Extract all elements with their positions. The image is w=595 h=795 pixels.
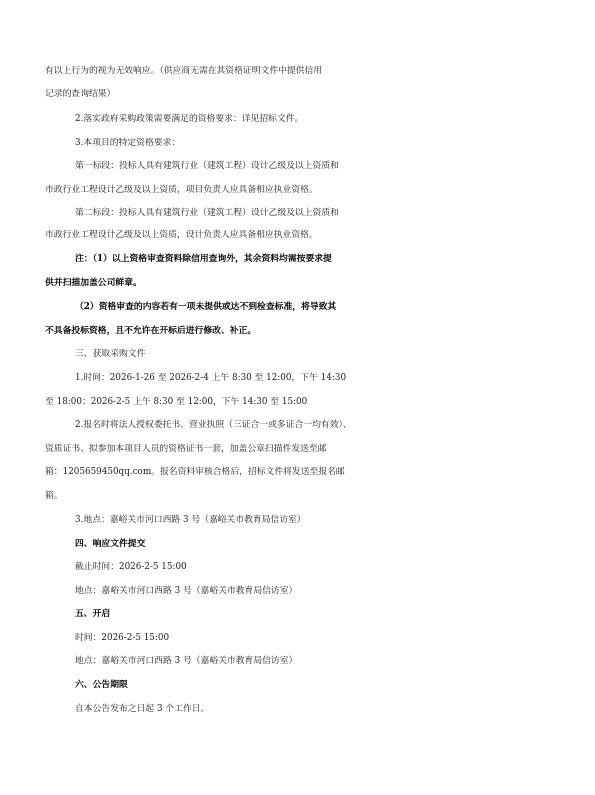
- section-heading: 四、响应文件提交: [75, 539, 146, 549]
- text-line: 有以上行为的视为无效响应。（供应商无需在其资格证明文件中提供信用: [45, 66, 323, 76]
- text-line: 市政行业工程设计乙级及以上资质，项目负责人应具备相应执业资格。: [45, 185, 318, 195]
- section-heading: 五、开启: [75, 609, 111, 619]
- text-line: 截止时间：2026-2-5 15:00: [75, 562, 187, 572]
- text-line: 至 18:00；2026-2-5 上午 8:30 至 12:00，下午 14:30 至 15:00: [45, 397, 308, 407]
- text-line: 市政行业工程设计乙级及以上资质，设计负责人应具备相应执业资格。: [45, 230, 318, 240]
- text-line: 时间：2026-2-5 15:00: [75, 633, 170, 643]
- text-line: 2.落实政府采购政策需要满足的资格要求：详见招标文件。: [75, 114, 304, 124]
- note-line: 供并扫描加盖公司鲜章。: [45, 278, 142, 288]
- text-line: 1.时间：2026-1-26 至 2026-2-4 上午 8:30 至 12:00，下午 14:30: [75, 373, 347, 383]
- text-line: 记录的查询结果）: [45, 89, 116, 99]
- text-line: 第一标段：投标人具有建筑行业（建筑工程）设计乙级及以上资质和: [75, 161, 339, 171]
- text-line: 3.本项目的特定资格要求：: [75, 138, 181, 148]
- text-line: 地点：嘉峪关市河口西路 3 号（嘉峪关市教育局信访室）: [75, 586, 298, 596]
- note-line: （2）资格审查的内容若有一项未提供或达不到检查标准，将导致其: [75, 302, 337, 312]
- note-line: 注：（1）以上资格审查资料除信用查询外，其余资料均需按要求提: [75, 254, 332, 264]
- section-heading: 六、公告期限: [75, 680, 128, 690]
- text-line: 第二标段：投标人具有建筑行业（建筑工程）设计乙级及以上资质和: [75, 208, 339, 218]
- text-line: 3.地点：嘉峪关市河口西路 3 号（嘉峪关市教育局信访室）: [75, 515, 306, 525]
- section-heading: 三、获取采购文件: [75, 349, 146, 359]
- text-line: 箱。: [45, 491, 63, 501]
- note-line: 不具备投标资格，且不允许在开标后进行修改、补正。: [45, 326, 257, 336]
- text-line: 2.报名时将法人授权委托书、营业执照（三证合一或多证合一均有效）、: [75, 420, 352, 430]
- text-line: 地点：嘉峪关市河口西路 3 号（嘉峪关市教育局信访室）: [75, 656, 298, 666]
- text-line: 资质证书、拟参加本项目人员的资格证书一套，加盖公章扫描件发送至邮: [45, 444, 327, 454]
- text-line: 箱：1205659450qq.com。报名资料审核合格后，招标文件将发送至报名邮: [45, 467, 345, 477]
- text-line: 自本公告发布之日起 3 个工作日。: [75, 704, 210, 714]
